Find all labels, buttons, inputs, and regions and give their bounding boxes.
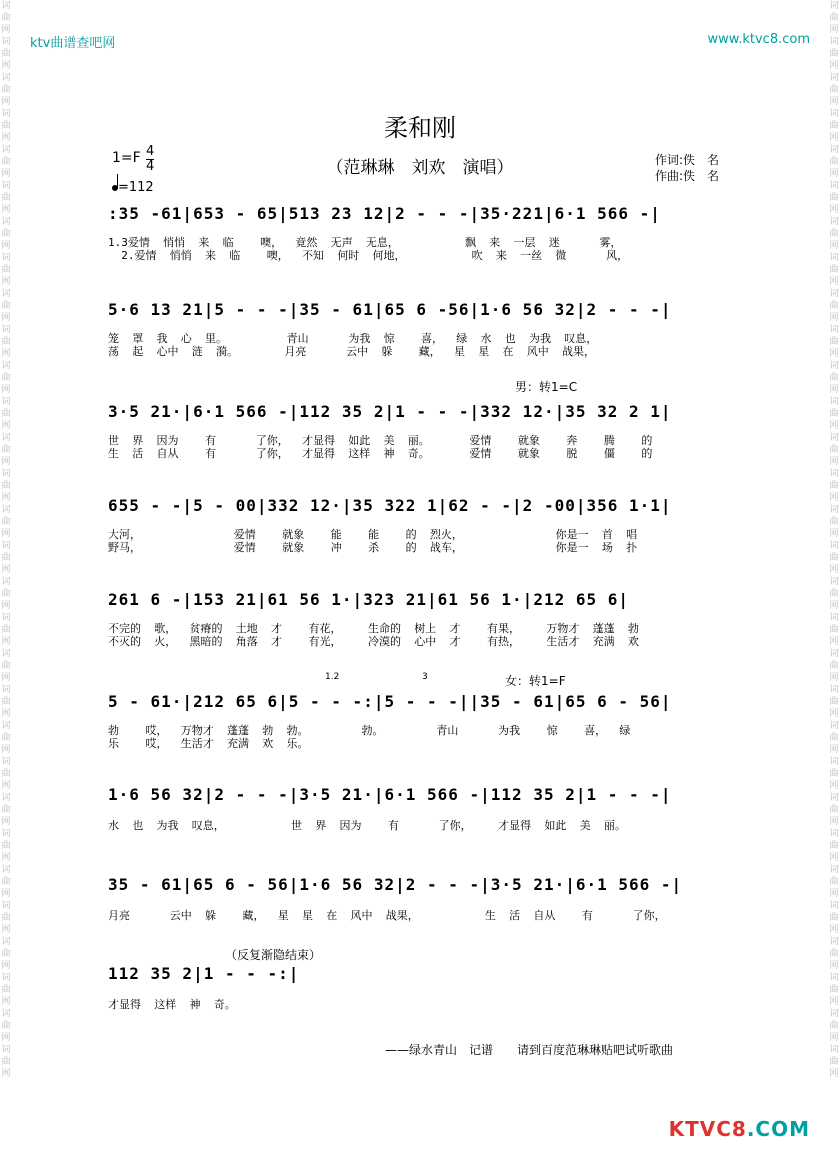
lyrics-verse-a: 水 也 为我 叹息， 世 界 因为 有 了你， 才显得 如此 美 丽。 xyxy=(108,819,626,832)
lyrics-verse-a: 月亮 云中 躲 藏， 星 星 在 风中 战果， 生 活 自从 有 了你， xyxy=(108,909,666,922)
lyricist: 作词:佚 名 xyxy=(655,153,720,167)
right-watermark-strip: 词曲网词曲网词曲网词曲网词曲网词曲网词曲网词曲网词曲网词曲网词曲网词曲网词曲网词曲网词曲网词曲网词曲网词曲网词曲网词曲网词曲网词曲网词曲网词曲网词曲网词曲网词曲网词曲网词曲网词曲网 xyxy=(829,1,839,1079)
score-row-6 xyxy=(108,690,756,750)
score-row-7 xyxy=(108,783,756,832)
notes-line: 5·6 13 21|5 - - -|35 - 61|65 6 -56|1·6 56 32|2 - - -| xyxy=(108,300,672,319)
score-row-5 xyxy=(108,588,756,648)
volta-1-2: 1.2 xyxy=(325,672,340,682)
notes-line: 655 - -|5 - 00|332 12·|35 322 1|62 - -|2 -00|356 1·1| xyxy=(108,496,672,515)
notes-line: 112 35 2|1 - - -:| xyxy=(108,964,300,983)
lyrics-verse-a: 不完的 歌， 贫瘠的 土地 才 有花， 生命的 树上 才 有果， 万物才 蓬蓬 勃 xyxy=(108,622,639,635)
transcriber-credit: ——绿水青山 记谱 请到百度范琳琳贴吧试听歌曲 xyxy=(385,1043,674,1057)
meter-top: 4 xyxy=(146,144,155,159)
lyrics-verse-b: 不灭的 火， 黑暗的 角落 才 有光， 冷漠的 心中 才 有热， 生活才 充满 欢 xyxy=(108,635,639,648)
key-signature: 1=F xyxy=(112,150,141,166)
notes-line: 35 - 61|65 6 - 56|1·6 56 32|2 - - -|3·5 21·|6·1 566 -| xyxy=(108,875,683,894)
lyrics-verse-a: 才显得 这样 神 奇。 xyxy=(108,998,236,1011)
logo-suffix-text: .COM xyxy=(746,1117,810,1141)
tempo-value: =112 xyxy=(118,180,154,195)
lyrics-verse-b: 乐 哎， 生活才 充满 欢 乐。 xyxy=(108,737,309,750)
score-row-8 xyxy=(108,873,756,922)
score-row-4 xyxy=(108,494,756,554)
tempo-mark xyxy=(112,180,154,195)
ktvc8-logo[interactable] xyxy=(669,1117,810,1141)
composer: 作曲:佚 名 xyxy=(655,169,720,183)
notes-line: 3·5 21·|6·1 566 -|112 35 2|1 - - -|332 12·|35 32 2 1| xyxy=(108,402,672,421)
singers: （范琳琳 刘欢 演唱） xyxy=(326,158,514,178)
meter-bottom: 4 xyxy=(146,159,155,174)
score-row-3 xyxy=(108,400,756,460)
site-url-right[interactable]: www.ktvc8.com xyxy=(707,32,810,47)
notes-line: 5 - 61·|212 65 6|5 - - -:|5 - - -||35 - 61|65 6 - 56| xyxy=(108,692,672,711)
song-title: 柔和刚 xyxy=(384,114,456,142)
credits xyxy=(655,152,719,184)
logo-main-text: KTVC8 xyxy=(668,1117,747,1141)
score-row-1 xyxy=(108,202,756,262)
left-watermark-strip: 词曲网词曲网词曲网词曲网词曲网词曲网词曲网词曲网词曲网词曲网词曲网词曲网词曲网词曲网词曲网词曲网词曲网词曲网词曲网词曲网词曲网词曲网词曲网词曲网词曲网词曲网词曲网词曲网词曲网词曲网 xyxy=(1,1,11,1079)
lyrics-verse-b: 生 活 自从 有 了你， 才显得 这样 神 奇。 爱情 就象 脱 僵 的 xyxy=(108,447,653,460)
quarter-note-icon xyxy=(112,185,118,191)
lyrics-verse-b: 2.爱情 悄悄 来 临 噢， 不知 何时 何地， 吹 来 一丝 微 风， xyxy=(108,249,629,262)
notes-line: 1·6 56 32|2 - - -|3·5 21·|6·1 566 -|112 35 2|1 - - -| xyxy=(108,785,672,804)
notes-line: 261 6 -|153 21|61 56 1·|323 21|61 56 1·|212 65 6| xyxy=(108,590,630,609)
site-name-left[interactable]: ktv曲谱查吧网 xyxy=(30,36,116,51)
lyrics-verse-a: 大河， 爱情 就象 能 能 的 烈火， 你是一 首 唱 xyxy=(108,528,638,541)
female-key-change: 女：转1=F xyxy=(505,674,566,688)
lyrics-verse-b: 荡 起 心中 涟 漪。 月亮 云中 躲 藏， 星 星 在 风中 战果， xyxy=(108,345,596,358)
lyrics-verse-a: 世 界 因为 有 了你， 才显得 如此 美 丽。 爱情 就象 奔 腾 的 xyxy=(108,434,653,447)
lyrics-verse-a: 1.3爱情 悄悄 来 临 噢， 竟然 无声 无息， 飘 来 一层 迷 雾， xyxy=(108,236,622,249)
score-row-9 xyxy=(108,962,756,1011)
notes-line: :35 -61|653 - 65|513 23 12|2 - - -|35·221|6·1 566 -| xyxy=(108,204,661,223)
score-row-2 xyxy=(108,298,756,358)
fade-out-note: （反复渐隐结束） xyxy=(225,948,322,962)
volta-3: 3 xyxy=(422,672,428,682)
lyrics-verse-b: 野马， 爱情 就象 冲 杀 的 战车， 你是一 场 扑 xyxy=(108,541,638,554)
male-key-change: 男：转1=C xyxy=(515,380,578,394)
lyrics-verse-a: 笼 罩 我 心 里。 青山 为我 惊 喜， 绿 水 也 为我 叹息， xyxy=(108,332,598,345)
lyrics-verse-a: 勃 哎， 万物才 蓬蓬 勃 勃。 勃。 青山 为我 惊 喜， 绿 xyxy=(108,724,631,737)
